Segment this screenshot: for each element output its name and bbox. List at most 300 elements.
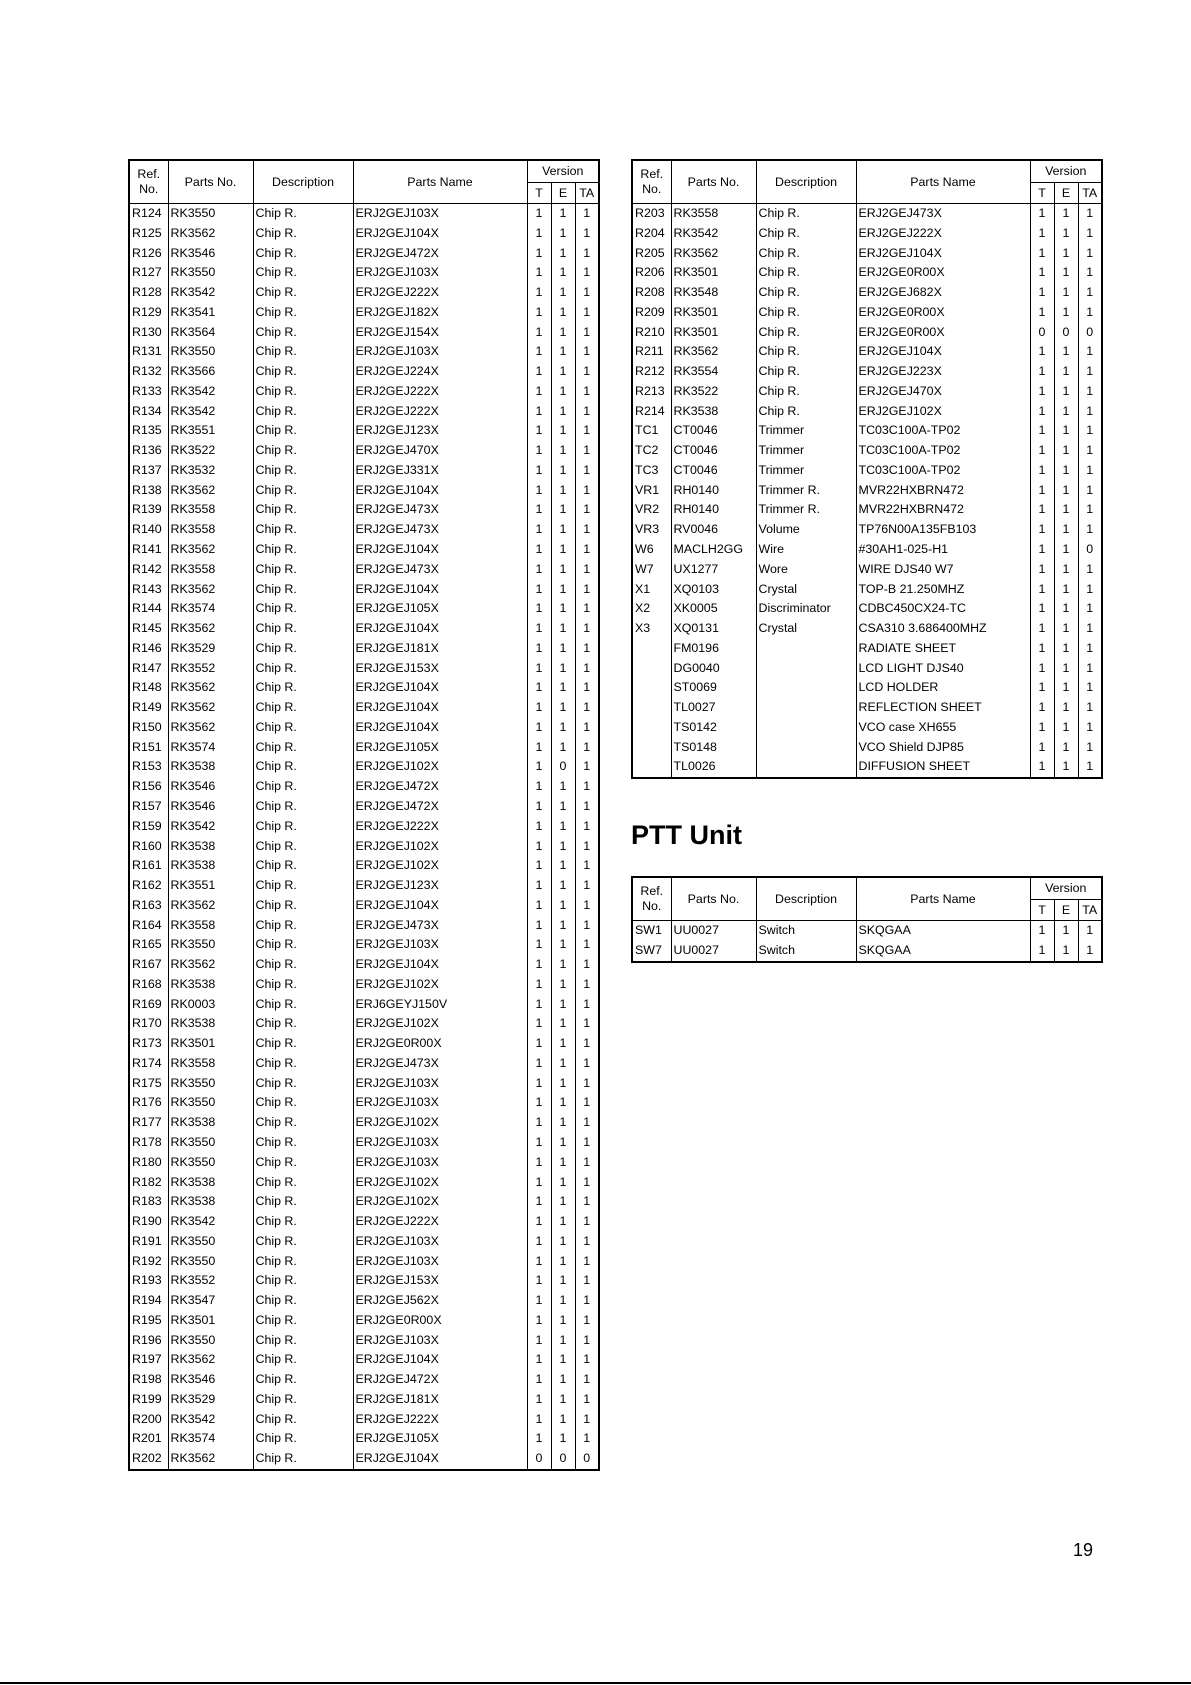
- ref-no-cell: [632, 718, 671, 738]
- description-cell: Switch: [756, 941, 856, 962]
- col-header-version-t: T: [1030, 182, 1054, 204]
- version-ta-cell: 1: [1078, 204, 1102, 224]
- version-ta-cell: 1: [1078, 303, 1102, 323]
- parts-name-cell: ERJ2GEJ103X: [353, 1133, 527, 1153]
- parts-no-cell: RK3542: [168, 1212, 253, 1232]
- parts-name-cell: ERJ2GEJ562X: [353, 1291, 527, 1311]
- version-ta-cell: 1: [575, 303, 599, 323]
- parts-name-cell: ERJ2GEJ473X: [856, 204, 1030, 224]
- table-row: [632, 500, 1102, 520]
- version-t-cell: 1: [527, 1429, 551, 1449]
- version-e-cell: 1: [551, 1331, 575, 1351]
- description-cell: Wire: [756, 540, 856, 560]
- table-row: [632, 599, 1102, 619]
- version-t-cell: 1: [1030, 342, 1054, 362]
- version-t-cell: 1: [527, 856, 551, 876]
- version-ta-cell: 1: [575, 896, 599, 916]
- ref-no-cell: R157: [129, 797, 168, 817]
- parts-name-cell: SKQGAA: [856, 921, 1030, 941]
- parts-name-cell: ERJ2GEJ222X: [353, 1212, 527, 1232]
- version-e-cell: 1: [551, 777, 575, 797]
- version-e-cell: 1: [1054, 639, 1078, 659]
- version-t-cell: 1: [1030, 362, 1054, 382]
- description-cell: Chip R.: [253, 935, 353, 955]
- parts-name-cell: ERJ2GE0R00X: [856, 303, 1030, 323]
- version-ta-cell: 1: [575, 224, 599, 244]
- ref-no-cell: SW1: [632, 921, 671, 941]
- version-ta-cell: 1: [575, 975, 599, 995]
- ref-no-cell: X3: [632, 619, 671, 639]
- description-cell: Chip R.: [756, 204, 856, 224]
- version-t-cell: 1: [527, 1173, 551, 1193]
- parts-no-cell: RK3562: [168, 955, 253, 975]
- col-header-parts-no: Parts No.: [671, 877, 756, 921]
- parts-no-cell: RH0140: [671, 481, 756, 501]
- ref-no-cell: R125: [129, 224, 168, 244]
- description-cell: Chip R.: [253, 1390, 353, 1410]
- ref-no-cell: VR3: [632, 520, 671, 540]
- description-cell: Chip R.: [756, 263, 856, 283]
- version-e-cell: 1: [551, 1173, 575, 1193]
- description-cell: Chip R.: [253, 303, 353, 323]
- description-cell: Chip R.: [253, 599, 353, 619]
- version-e-cell: 1: [1054, 659, 1078, 679]
- parts-no-cell: RK3546: [168, 797, 253, 817]
- table-row: [129, 1173, 599, 1193]
- version-e-cell: 1: [551, 1192, 575, 1212]
- table-row: [632, 323, 1102, 343]
- version-e-cell: 1: [551, 1113, 575, 1133]
- version-t-cell: 1: [1030, 520, 1054, 540]
- table-row: [129, 1410, 599, 1430]
- table-row: [632, 421, 1102, 441]
- ref-no-cell: R133: [129, 382, 168, 402]
- parts-name-cell: ERJ6GEYJ150V: [353, 995, 527, 1015]
- ref-no-cell: R175: [129, 1074, 168, 1094]
- col-header-parts-no: Parts No.: [168, 160, 253, 204]
- version-e-cell: 1: [551, 1034, 575, 1054]
- ref-no-cell: R138: [129, 481, 168, 501]
- parts-no-cell: RK3562: [168, 896, 253, 916]
- table-row: [129, 757, 599, 777]
- version-e-cell: 1: [1054, 244, 1078, 264]
- version-t-cell: 1: [527, 678, 551, 698]
- description-cell: Chip R.: [253, 1153, 353, 1173]
- version-e-cell: 1: [551, 1074, 575, 1094]
- parts-no-cell: RK3538: [168, 1113, 253, 1133]
- ref-no-cell: R144: [129, 599, 168, 619]
- table-row: [129, 599, 599, 619]
- table-row: [632, 342, 1102, 362]
- version-ta-cell: 1: [575, 244, 599, 264]
- ref-no-cell: R141: [129, 540, 168, 560]
- parts-no-cell: RK3529: [168, 639, 253, 659]
- table-row: [129, 580, 599, 600]
- version-e-cell: 0: [551, 1449, 575, 1470]
- ref-no-cell: R153: [129, 757, 168, 777]
- version-t-cell: 1: [527, 1054, 551, 1074]
- parts-name-cell: ERJ2GEJ102X: [856, 402, 1030, 422]
- description-cell: Chip R.: [253, 1054, 353, 1074]
- ref-no-cell: R170: [129, 1014, 168, 1034]
- parts-name-cell: ERJ2GEJ104X: [353, 955, 527, 975]
- bottom-rule: [0, 1682, 1191, 1684]
- version-t-cell: 1: [527, 323, 551, 343]
- table-row: [129, 1153, 599, 1173]
- version-t-cell: 1: [527, 382, 551, 402]
- description-cell: Chip R.: [253, 224, 353, 244]
- parts-no-cell: RK3562: [168, 698, 253, 718]
- version-t-cell: 1: [527, 362, 551, 382]
- parts-no-cell: RK3562: [168, 540, 253, 560]
- description-cell: Trimmer: [756, 421, 856, 441]
- parts-name-cell: VCO Shield DJP85: [856, 738, 1030, 758]
- version-ta-cell: 1: [1078, 500, 1102, 520]
- parts-name-cell: ERJ2GEJ153X: [353, 659, 527, 679]
- version-e-cell: 0: [1054, 323, 1078, 343]
- version-ta-cell: 1: [575, 283, 599, 303]
- parts-name-cell: ERJ2GEJ222X: [353, 283, 527, 303]
- table-row: [129, 1074, 599, 1094]
- parts-name-cell: ERJ2GEJ154X: [353, 323, 527, 343]
- version-e-cell: 1: [551, 916, 575, 936]
- description-cell: Chip R.: [253, 876, 353, 896]
- ref-no-cell: R204: [632, 224, 671, 244]
- parts-name-cell: ERJ2GEJ104X: [353, 698, 527, 718]
- version-ta-cell: 1: [1078, 224, 1102, 244]
- version-ta-cell: 1: [575, 461, 599, 481]
- table-row: [129, 362, 599, 382]
- ref-no-cell: R137: [129, 461, 168, 481]
- ref-no-cell: R210: [632, 323, 671, 343]
- version-t-cell: 1: [1030, 599, 1054, 619]
- version-t-cell: 1: [1030, 500, 1054, 520]
- ptt-unit-title: PTT Unit: [631, 820, 742, 850]
- version-e-cell: 1: [551, 639, 575, 659]
- version-t-cell: 1: [527, 244, 551, 264]
- version-t-cell: 0: [1030, 323, 1054, 343]
- version-e-cell: 1: [551, 382, 575, 402]
- version-t-cell: 1: [527, 1410, 551, 1430]
- version-ta-cell: 1: [1078, 757, 1102, 778]
- ref-no-cell: [632, 738, 671, 758]
- parts-name-cell: ERJ2GEJ103X: [353, 1331, 527, 1351]
- parts-no-cell: RK3558: [168, 500, 253, 520]
- parts-no-cell: RK3532: [168, 461, 253, 481]
- version-ta-cell: 1: [575, 204, 599, 224]
- parts-no-cell: RK3558: [168, 916, 253, 936]
- table-row: [129, 1113, 599, 1133]
- col-header-version: Version: [527, 160, 599, 182]
- description-cell: Chip R.: [253, 520, 353, 540]
- ref-no-cell: R130: [129, 323, 168, 343]
- version-t-cell: 1: [527, 935, 551, 955]
- version-e-cell: 1: [551, 1212, 575, 1232]
- version-e-cell: 1: [1054, 738, 1078, 758]
- parts-name-cell: SKQGAA: [856, 941, 1030, 962]
- version-t-cell: 1: [1030, 659, 1054, 679]
- version-ta-cell: 1: [575, 1410, 599, 1430]
- ref-no-cell: SW7: [632, 941, 671, 962]
- description-cell: Chip R.: [756, 323, 856, 343]
- description-cell: Chip R.: [253, 402, 353, 422]
- table-row: [632, 481, 1102, 501]
- version-ta-cell: 1: [575, 639, 599, 659]
- version-e-cell: 1: [551, 659, 575, 679]
- parts-name-cell: ERJ2GEJ104X: [856, 244, 1030, 264]
- table-row: [129, 738, 599, 758]
- version-e-cell: 1: [551, 481, 575, 501]
- version-e-cell: 1: [551, 817, 575, 837]
- table-row: [129, 382, 599, 402]
- table-row: [129, 935, 599, 955]
- description-cell: [756, 698, 856, 718]
- version-t-cell: 1: [527, 1133, 551, 1153]
- col-header-description: Description: [756, 877, 856, 921]
- parts-name-cell: MVR22HXBRN472: [856, 481, 1030, 501]
- table-row: [632, 698, 1102, 718]
- version-ta-cell: 1: [1078, 441, 1102, 461]
- parts-no-cell: RK3538: [168, 1173, 253, 1193]
- table-row: [129, 244, 599, 264]
- table-row: [129, 1370, 599, 1390]
- parts-no-cell: RK3550: [168, 1331, 253, 1351]
- parts-no-cell: RK3550: [168, 1074, 253, 1094]
- version-ta-cell: 1: [1078, 244, 1102, 264]
- version-ta-cell: 1: [1078, 342, 1102, 362]
- col-header-description: Description: [253, 160, 353, 204]
- table-row: [632, 402, 1102, 422]
- description-cell: [756, 718, 856, 738]
- ref-no-cell: R197: [129, 1350, 168, 1370]
- version-ta-cell: 1: [575, 1350, 599, 1370]
- version-ta-cell: 1: [575, 856, 599, 876]
- parts-name-cell: ERJ2GEJ472X: [353, 1370, 527, 1390]
- version-t-cell: 1: [1030, 560, 1054, 580]
- parts-no-cell: RK3551: [168, 876, 253, 896]
- parts-no-cell: RK3550: [168, 1093, 253, 1113]
- version-t-cell: 1: [527, 916, 551, 936]
- description-cell: Chip R.: [253, 1113, 353, 1133]
- version-ta-cell: 1: [575, 678, 599, 698]
- table-row: [632, 619, 1102, 639]
- description-cell: Chip R.: [253, 995, 353, 1015]
- parts-no-cell: XQ0131: [671, 619, 756, 639]
- parts-no-cell: RK3550: [168, 935, 253, 955]
- parts-name-cell: ERJ2GEJ222X: [353, 1410, 527, 1430]
- description-cell: Trimmer: [756, 441, 856, 461]
- parts-name-cell: ERJ2GEJ181X: [353, 639, 527, 659]
- ref-no-cell: TC1: [632, 421, 671, 441]
- ptt-parts-table: [631, 876, 1103, 963]
- table-row: [129, 224, 599, 244]
- version-t-cell: 1: [527, 1350, 551, 1370]
- description-cell: Chip R.: [756, 244, 856, 264]
- table-row: [129, 916, 599, 936]
- parts-no-cell: RK3552: [168, 1271, 253, 1291]
- description-cell: Chip R.: [253, 500, 353, 520]
- parts-no-cell: RK3562: [168, 619, 253, 639]
- description-cell: Chip R.: [253, 263, 353, 283]
- parts-name-cell: ERJ2GEJ105X: [353, 738, 527, 758]
- version-e-cell: 1: [1054, 204, 1078, 224]
- parts-no-cell: RK3562: [168, 481, 253, 501]
- parts-name-cell: ERJ2GE0R00X: [353, 1311, 527, 1331]
- version-ta-cell: 1: [575, 362, 599, 382]
- version-t-cell: 1: [1030, 757, 1054, 778]
- version-ta-cell: 1: [575, 342, 599, 362]
- table-row: [632, 461, 1102, 481]
- parts-name-cell: ERJ2GEJ222X: [353, 817, 527, 837]
- version-e-cell: 1: [1054, 303, 1078, 323]
- description-cell: Chip R.: [253, 1252, 353, 1272]
- version-ta-cell: 1: [1078, 599, 1102, 619]
- version-ta-cell: 0: [575, 1449, 599, 1470]
- version-ta-cell: 1: [1078, 580, 1102, 600]
- version-ta-cell: 1: [575, 1153, 599, 1173]
- description-cell: Chip R.: [253, 1410, 353, 1430]
- parts-name-cell: ERJ2GEJ105X: [353, 599, 527, 619]
- parts-name-cell: WIRE DJS40 W7: [856, 560, 1030, 580]
- version-ta-cell: 0: [1078, 540, 1102, 560]
- description-cell: Volume: [756, 520, 856, 540]
- col-header-ref-no: Ref. No.: [129, 160, 168, 204]
- version-ta-cell: 1: [575, 995, 599, 1015]
- description-cell: Chip R.: [253, 461, 353, 481]
- table-row: [632, 204, 1102, 224]
- version-e-cell: 1: [1054, 283, 1078, 303]
- version-e-cell: 1: [1054, 678, 1078, 698]
- ref-no-cell: R128: [129, 283, 168, 303]
- description-cell: Chip R.: [253, 1232, 353, 1252]
- version-ta-cell: 1: [575, 1054, 599, 1074]
- table-row: [632, 580, 1102, 600]
- parts-no-cell: RK3562: [671, 244, 756, 264]
- table-row: [632, 718, 1102, 738]
- col-header-version-e: E: [551, 182, 575, 204]
- version-ta-cell: 1: [575, 560, 599, 580]
- parts-no-cell: RK3542: [168, 1410, 253, 1430]
- parts-name-cell: LCD HOLDER: [856, 678, 1030, 698]
- version-e-cell: 1: [551, 1232, 575, 1252]
- parts-name-cell: ERJ2GE0R00X: [856, 263, 1030, 283]
- version-ta-cell: 1: [575, 1093, 599, 1113]
- parts-name-cell: ERJ2GEJ104X: [353, 678, 527, 698]
- ref-no-cell: TC2: [632, 441, 671, 461]
- parts-no-cell: RK3574: [168, 599, 253, 619]
- parts-no-cell: CT0046: [671, 461, 756, 481]
- version-e-cell: 1: [1054, 481, 1078, 501]
- parts-no-cell: RK3550: [168, 342, 253, 362]
- version-e-cell: 1: [1054, 921, 1078, 941]
- col-header-parts-name: Parts Name: [856, 160, 1030, 204]
- parts-name-cell: ERJ2GE0R00X: [856, 323, 1030, 343]
- version-ta-cell: 1: [575, 441, 599, 461]
- version-t-cell: 1: [527, 342, 551, 362]
- description-cell: Chip R.: [253, 204, 353, 224]
- description-cell: Chip R.: [253, 1074, 353, 1094]
- parts-no-cell: RK3501: [671, 263, 756, 283]
- parts-no-cell: CT0046: [671, 421, 756, 441]
- description-cell: Chip R.: [253, 481, 353, 501]
- table-row: [632, 738, 1102, 758]
- table-row: [129, 500, 599, 520]
- version-e-cell: 1: [551, 1252, 575, 1272]
- ref-no-cell: R126: [129, 244, 168, 264]
- table-row: [129, 1034, 599, 1054]
- version-e-cell: 1: [1054, 619, 1078, 639]
- ref-no-cell: R183: [129, 1192, 168, 1212]
- version-e-cell: 1: [1054, 580, 1078, 600]
- version-ta-cell: 1: [575, 1212, 599, 1232]
- version-t-cell: 1: [1030, 639, 1054, 659]
- description-cell: [756, 639, 856, 659]
- table-row: [129, 323, 599, 343]
- parts-no-cell: RK3562: [168, 580, 253, 600]
- version-ta-cell: 1: [575, 1173, 599, 1193]
- table-row: [129, 481, 599, 501]
- parts-name-cell: CDBC450CX24-TC: [856, 599, 1030, 619]
- parts-name-cell: ERJ2GEJ103X: [353, 1074, 527, 1094]
- table-row: [129, 659, 599, 679]
- parts-name-cell: TC03C100A-TP02: [856, 461, 1030, 481]
- description-cell: Chip R.: [253, 777, 353, 797]
- version-ta-cell: 1: [1078, 461, 1102, 481]
- version-ta-cell: 1: [575, 659, 599, 679]
- parts-name-cell: ERJ2GEJ473X: [353, 500, 527, 520]
- version-e-cell: 1: [1054, 757, 1078, 778]
- parts-name-cell: ERJ2GEJ102X: [353, 1192, 527, 1212]
- version-t-cell: 1: [1030, 402, 1054, 422]
- parts-name-cell: ERJ2GEJ104X: [353, 540, 527, 560]
- parts-no-cell: RK3529: [168, 1390, 253, 1410]
- version-e-cell: 1: [551, 856, 575, 876]
- version-t-cell: 1: [527, 659, 551, 679]
- ref-no-cell: R192: [129, 1252, 168, 1272]
- parts-name-cell: RADIATE SHEET: [856, 639, 1030, 659]
- version-e-cell: 1: [551, 1014, 575, 1034]
- version-t-cell: 1: [527, 1014, 551, 1034]
- version-e-cell: 1: [551, 1291, 575, 1311]
- table-row: [129, 1291, 599, 1311]
- version-t-cell: 1: [527, 580, 551, 600]
- parts-no-cell: RK3558: [168, 1054, 253, 1074]
- ref-no-cell: R143: [129, 580, 168, 600]
- ref-no-cell: R127: [129, 263, 168, 283]
- table-row: [632, 678, 1102, 698]
- version-t-cell: 0: [527, 1449, 551, 1470]
- parts-name-cell: ERJ2GEJ222X: [353, 382, 527, 402]
- ref-no-cell: R201: [129, 1429, 168, 1449]
- description-cell: Chip R.: [253, 1291, 353, 1311]
- version-t-cell: 1: [1030, 421, 1054, 441]
- ref-no-cell: R129: [129, 303, 168, 323]
- version-t-cell: 1: [527, 560, 551, 580]
- col-header-parts-name: Parts Name: [856, 877, 1030, 921]
- parts-no-cell: RK3538: [671, 402, 756, 422]
- version-ta-cell: 1: [575, 1370, 599, 1390]
- parts-no-cell: TL0026: [671, 757, 756, 778]
- version-t-cell: 1: [527, 481, 551, 501]
- version-e-cell: 1: [551, 204, 575, 224]
- description-cell: Chip R.: [253, 1173, 353, 1193]
- description-cell: Chip R.: [253, 678, 353, 698]
- description-cell: Chip R.: [253, 342, 353, 362]
- version-ta-cell: 1: [575, 402, 599, 422]
- ref-no-cell: R160: [129, 837, 168, 857]
- col-header-version: Version: [1030, 877, 1102, 899]
- parts-name-cell: TC03C100A-TP02: [856, 441, 1030, 461]
